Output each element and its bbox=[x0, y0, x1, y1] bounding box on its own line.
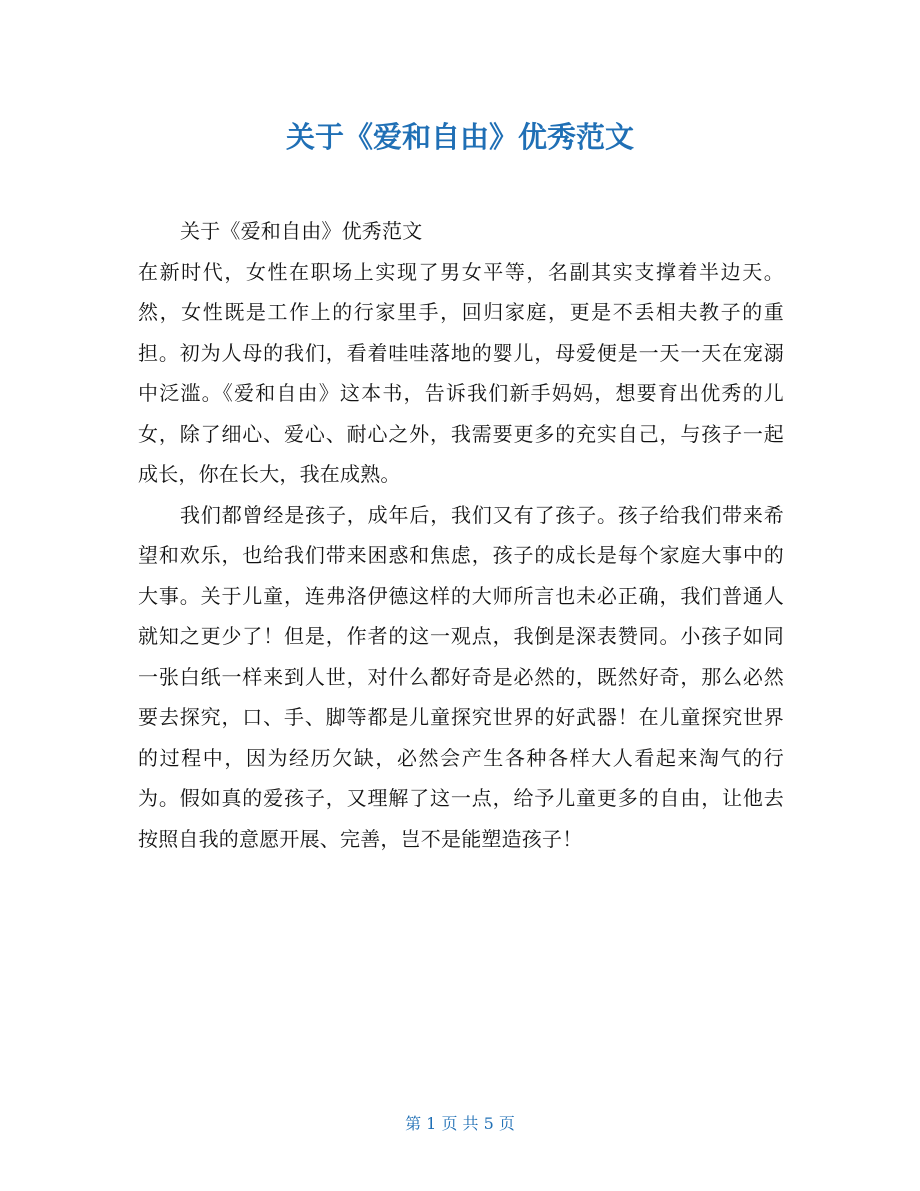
document-title: 关于《爱和自由》优秀范文 bbox=[285, 120, 634, 154]
page-number-footer: 第 1 页 共 5 页 bbox=[405, 1114, 515, 1133]
document-subtitle: 关于《爱和自由》优秀范文 bbox=[180, 219, 423, 243]
paragraph-1: 在新时代，女性在职场上实现了男女平等，名副其实支撑着半边天。然，女性既是工作上的行家里手，回归家庭，更是不丢相夫教子的重担。初为人母的我们，看着哇哇落地的婴儿，母爱便是一天一天在宠溺中泛滥。《爱和自由》这本书，告诉我们新手妈妈，想要育出优秀的儿女，除了细心、爱心、耐心之外，我需要更多的充实自己，与孩子一起成长，你在长大，我在成熟。 bbox=[138, 259, 784, 486]
paragraph-2: 我们都曾经是孩子，成年后，我们又有了孩子。孩子给我们带来希望和欢乐，也给我们带来困惑和焦虑，孩子的成长是每个家庭大事中的大事。关于儿童，连弗洛伊德这样的大师所言也未必正确，我们普通人就知之更少了！但是，作者的这一观点，我倒是深表赞同。小孩子如同一张白纸一样来到人世，对什么都好奇是必然的，既然好奇，那么必然要去探究，口、手、脚等都是儿童探究世界的好武器！在儿童探究世界的过程中，因为经历欠缺，必然会产生各种各样大人看起来淘气的行为。假如真的爱孩子，又理解了这一点，给予儿童更多的自由，让他去按照自我的意愿开展、完善，岂不是能塑造孩子！ bbox=[138, 502, 784, 851]
document-body bbox=[138, 211, 784, 859]
